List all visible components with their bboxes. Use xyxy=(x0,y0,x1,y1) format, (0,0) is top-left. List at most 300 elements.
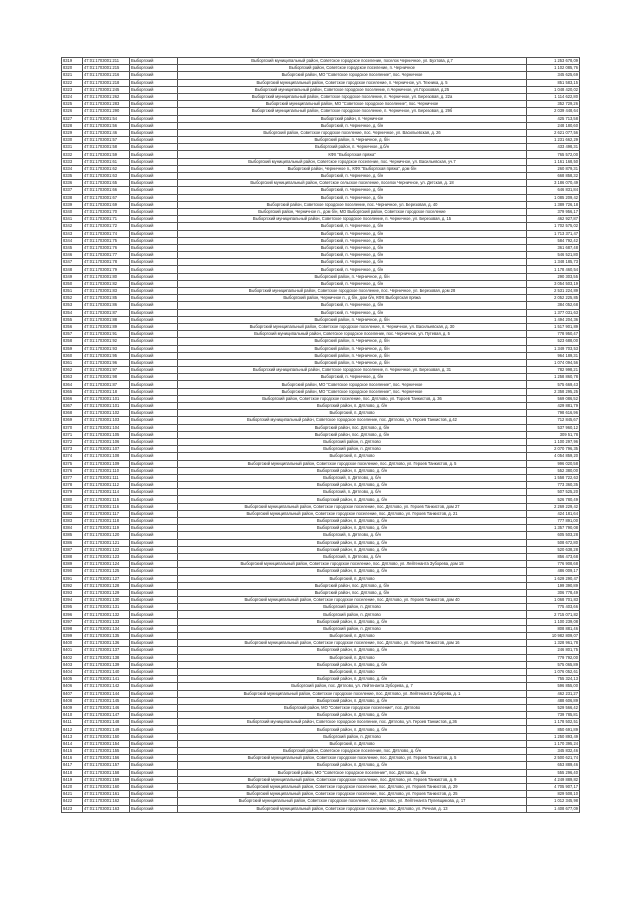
cadastral-number-cell: 47:01:1703001:95 xyxy=(83,352,130,359)
table-row xyxy=(62,690,580,697)
cadastral-value-cell: 605 503,28 xyxy=(527,532,580,539)
district-cell: Выборгский xyxy=(130,108,178,115)
row-number-cell: 8361 xyxy=(62,359,83,366)
address-cell: Выборгский муниципальный район, Советское городское поселение, пос. Дятлово, ул. Героев Танкистов, д. 5 xyxy=(178,755,527,762)
table-row xyxy=(62,798,580,805)
district-cell: Выборгский xyxy=(130,359,178,366)
table-row xyxy=(62,539,580,546)
table-row xyxy=(62,611,580,618)
district-cell: Выборгский xyxy=(130,503,178,510)
address-cell: Выборгский район, п. Дятлово xyxy=(178,438,527,445)
address-cell: Выборгский район, п. Черничное, д. б/н xyxy=(178,137,527,144)
address-cell: Выборгский муниципальный район, Советское городское поселение, пос. Дятлово, ул. Героев Танкистов, д. 5 xyxy=(178,460,527,467)
address-cell: Выборгский муниципальный район, Советское городское поселение, пос. Дятлово, ул. Героев Танкистов, д.36 xyxy=(178,719,527,726)
cadastral-value-cell: 429 881,79 xyxy=(527,403,580,410)
district-cell: Выборгский xyxy=(130,208,178,215)
row-number-cell: 8338 xyxy=(62,194,83,201)
district-cell: Выборгский xyxy=(130,640,178,647)
cadastral-number-cell: 47:01:1703001:69 xyxy=(83,201,130,208)
district-cell: Выборгский xyxy=(130,525,178,532)
cadastral-value-cell: 1 068 701,83 xyxy=(527,597,580,604)
address-cell: Выборгский район, п. Дятлово, д. б/н xyxy=(178,676,527,683)
district-cell: Выборгский xyxy=(130,266,178,273)
address-cell: Выборгский муниципальный район, Советское городское поселение, пос. Черничное, ул. Путевая, д. 5 xyxy=(178,331,527,338)
address-cell: Выборгский, п. Черничное, д. б/н xyxy=(178,187,527,194)
cadastral-value-cell: 507 525,20 xyxy=(527,489,580,496)
row-number-cell: 8414 xyxy=(62,740,83,747)
row-number-cell: 8371 xyxy=(62,431,83,438)
cadastral-number-cell: 47:01:1703001:160 xyxy=(83,783,130,790)
cadastral-value-cell: 1 250 893,49 xyxy=(527,733,580,740)
row-number-cell: 8354 xyxy=(62,309,83,316)
table-row xyxy=(62,223,580,230)
district-cell: Выборгский xyxy=(130,453,178,460)
district-cell: Выборгский xyxy=(130,474,178,481)
district-cell: Выборгский xyxy=(130,668,178,675)
address-cell: Выборгский район, пос. Дятлово, ул. Лейтенанта Зуборева, д. 7 xyxy=(178,683,527,690)
cadastral-number-cell: 47:01:1703001:91 xyxy=(83,331,130,338)
district-cell: Выборгский xyxy=(130,173,178,180)
cadastral-value-cell: 1 558 722,63 xyxy=(527,474,580,481)
row-number-cell: 8334 xyxy=(62,165,83,172)
district-cell: Выборгский xyxy=(130,381,178,388)
address-cell: Выборгский муниципальный район, Советское городское поселение, пос. Дятлово, ул. Героев Танкистов, дом 16 xyxy=(178,640,527,647)
address-cell: Выборгский район, п. Дятлово xyxy=(178,611,527,618)
cadastral-number-cell: 47:01:1703001:117 xyxy=(83,510,130,517)
cadastral-value-cell: 808 881,46 xyxy=(527,625,580,632)
cadastral-value-cell: 2 500 621,74 xyxy=(527,755,580,762)
table-row xyxy=(62,640,580,647)
cadastral-value-cell: 2 052 225,85 xyxy=(527,295,580,302)
row-number-cell: 8335 xyxy=(62,173,83,180)
row-number-cell: 8381 xyxy=(62,503,83,510)
table-row xyxy=(62,697,580,704)
address-cell: Выборгский район, п. Черничное, д. б/н xyxy=(178,316,527,323)
cadastral-number-cell: 47:01:1703001:245 xyxy=(83,86,130,93)
cadastral-value-cell: 2 039 448,64 xyxy=(527,108,580,115)
table-row xyxy=(62,805,580,812)
table-row xyxy=(62,165,580,172)
row-number-cell: 8395 xyxy=(62,604,83,611)
address-cell: Выборгский, п. Черничное, д. б/н xyxy=(178,223,527,230)
cadastral-value-cell: 433 498,31 xyxy=(527,144,580,151)
district-cell: Выборгский xyxy=(130,180,178,187)
cadastral-number-cell: 47:01:1703001:145 xyxy=(83,697,130,704)
cadastral-number-cell: 47:01:1703001:216 xyxy=(83,72,130,79)
row-number-cell: 8383 xyxy=(62,518,83,525)
district-cell: Выборгский xyxy=(130,482,178,489)
address-cell: Выборгский, п. Черничное, д. б/н xyxy=(178,266,527,273)
address-cell: Выборгский район, п. Дятлово, д. б/н xyxy=(178,618,527,625)
row-number-cell: 8367 xyxy=(62,403,83,410)
cadastral-number-cell: 47:01:1703001:101 xyxy=(83,403,130,410)
cadastral-value-cell: 779 792,00 xyxy=(527,654,580,661)
address-cell: Выборгский район, Советское городское поселение, п. Черничное xyxy=(178,65,527,72)
cadastral-value-cell: 1 348 185,73 xyxy=(527,259,580,266)
row-number-cell: 8389 xyxy=(62,561,83,568)
cadastral-number-cell: 47:01:1703001:92 xyxy=(83,338,130,345)
cadastral-value-cell: 384 052,68 xyxy=(527,302,580,309)
row-number-cell: 8324 xyxy=(62,93,83,100)
address-cell: Выборгский район, Черничное п., дом б/н, МО Выборгский район, Советское городское поселение xyxy=(178,208,527,215)
cadastral-number-cell: 47:01:1703001:97 xyxy=(83,367,130,374)
address-cell: Выборгский район, пос. Дятлово, д. б/н xyxy=(178,431,527,438)
district-cell: Выборгский xyxy=(130,295,178,302)
district-cell: Выборгский xyxy=(130,410,178,417)
table-row xyxy=(62,86,580,93)
cadastral-number-cell: 47:01:1703001:148 xyxy=(83,719,130,726)
cadastral-value-cell: 1 629 290,47 xyxy=(527,575,580,582)
cadastral-number-cell: 47:01:1703001:87 xyxy=(83,381,130,388)
row-number-cell: 8328 xyxy=(62,122,83,129)
cadastral-number-cell: 47:01:1703001:54 xyxy=(83,115,130,122)
row-number-cell: 8390 xyxy=(62,568,83,575)
table-row xyxy=(62,668,580,675)
cadastral-number-cell: 47:01:1703001:136 xyxy=(83,640,130,647)
cadastral-number-cell: 47:01:1703001:147 xyxy=(83,712,130,719)
table-row xyxy=(62,58,580,65)
address-cell: Выборгский район, п. Дятлово, д. б/н xyxy=(178,518,527,525)
address-cell: Выборгский район, п. Черничное xyxy=(178,115,527,122)
row-number-cell: 8402 xyxy=(62,654,83,661)
district-cell: Выборгский xyxy=(130,776,178,783)
cadastral-value-cell: 575 669,43 xyxy=(527,381,580,388)
table-row xyxy=(62,791,580,798)
address-cell: Выборгский район, Черничное п., КФХ "Выборгская пряжа", дом б/н xyxy=(178,165,527,172)
district-cell: Выборгский xyxy=(130,101,178,108)
cadastral-value-cell: 829 508,10 xyxy=(527,791,580,798)
district-cell: Выборгский xyxy=(130,589,178,596)
address-cell: Выборгский район, п. Дятлово xyxy=(178,446,527,453)
cadastral-number-cell: 47:01:1703001:137 xyxy=(83,647,130,654)
district-cell: Выборгский xyxy=(130,489,178,496)
district-cell: Выборгский xyxy=(130,280,178,287)
cadastral-number-cell: 47:01:1703001:159 xyxy=(83,776,130,783)
cadastral-number-cell: 47:01:1703001:58 xyxy=(83,144,130,151)
address-cell: Выборгский муниципальный район, Советское городское поселение, пос. Дятлово, ул. Лейтенанта Зуборева, дом 18 xyxy=(178,561,527,568)
table-row xyxy=(62,410,580,417)
cadastral-number-cell: 47:01:1703001:290 xyxy=(83,108,130,115)
table-row xyxy=(62,237,580,244)
table-row xyxy=(62,194,580,201)
address-cell: Выборгский район, п. Дятлово, д. б/н xyxy=(178,546,527,553)
district-cell: Выборгский xyxy=(130,532,178,539)
cadastral-value-cell: 1 076 052,61 xyxy=(527,668,580,675)
row-number-cell: 8343 xyxy=(62,230,83,237)
cadastral-value-cell: 1 328 961,78 xyxy=(527,640,580,647)
cadastral-number-cell: 47:01:1703001:57 xyxy=(83,137,130,144)
row-number-cell: 8353 xyxy=(62,302,83,309)
table-row xyxy=(62,180,580,187)
table-row xyxy=(62,561,580,568)
row-number-cell: 8331 xyxy=(62,144,83,151)
table-row xyxy=(62,273,580,280)
district-cell: Выборгский xyxy=(130,302,178,309)
table-row xyxy=(62,295,580,302)
address-cell: Выборгский район, п. Черничное, д. б/н xyxy=(178,352,527,359)
table-row xyxy=(62,474,580,481)
district-cell: Выборгский xyxy=(130,323,178,330)
cadastral-number-cell: 47:01:1703001:103 xyxy=(83,417,130,424)
table-row xyxy=(62,173,580,180)
row-number-cell: 8348 xyxy=(62,266,83,273)
table-row xyxy=(62,403,580,410)
row-number-cell: 8332 xyxy=(62,151,83,158)
cadastral-value-cell: 584 792,42 xyxy=(527,237,580,244)
district-cell: Выборгский xyxy=(130,431,178,438)
cadastral-number-cell: 47:01:1703001:125 xyxy=(83,568,130,575)
cadastral-value-cell: 1 713 371,47 xyxy=(527,230,580,237)
table-row xyxy=(62,575,580,582)
cadastral-number-cell: 47:01:1703001:122 xyxy=(83,546,130,553)
cadastral-value-cell: 596 855,00 xyxy=(527,683,580,690)
table-row xyxy=(62,661,580,668)
cadastral-value-cell: 309 51,78 xyxy=(527,431,580,438)
cadastral-number-cell: 47:01:1703001:87 xyxy=(83,309,130,316)
table-row xyxy=(62,525,580,532)
cadastral-value-cell: 778 950,47 xyxy=(527,331,580,338)
row-number-cell: 8319 xyxy=(62,58,83,65)
address-cell: Выборгский, п. Черничное, д. б/н xyxy=(178,230,527,237)
cadastral-number-cell: 47:01:1703001:83 xyxy=(83,288,130,295)
cadastral-value-cell: 537 960,12 xyxy=(527,424,580,431)
address-cell: Выборгский район, Советское городское поселение, пос. Дятлово, ул. Тороев Танкистов, д. 36 xyxy=(178,395,527,402)
district-cell: Выборгский xyxy=(130,467,178,474)
table-row xyxy=(62,769,580,776)
address-cell: Выборгский муниципальный район, Советское городское поселение, п. Черничное, ул. Березовая, д. 31 xyxy=(178,367,527,374)
address-cell: Выборгский район, МО "Советское городское поселение", пос. Дятлово, д. б/н xyxy=(178,769,527,776)
address-cell: Выборгский район, Советское городское поселение, пос. Черничное, ул. Березовая, д. 40 xyxy=(178,201,527,208)
district-cell: Выборгский xyxy=(130,424,178,431)
row-number-cell: 8418 xyxy=(62,769,83,776)
cadastral-number-cell: 47:01:1703001:116 xyxy=(83,503,130,510)
district-cell: Выборгский xyxy=(130,568,178,575)
row-number-cell: 8374 xyxy=(62,453,83,460)
district-cell: Выборгский xyxy=(130,561,178,568)
cadastral-value-cell: 529 566,42 xyxy=(527,704,580,711)
table-row xyxy=(62,359,580,366)
row-number-cell: 8346 xyxy=(62,252,83,259)
address-cell: Выборгский, п. Черничное, д. б/н xyxy=(178,280,527,287)
cadastral-value-cell: 1 408 677,09 xyxy=(527,805,580,812)
cadastral-number-cell: 47:01:1703001:104 xyxy=(83,424,130,431)
district-cell: Выборгский xyxy=(130,733,178,740)
cadastral-number-cell: 47:01:1703001:110 xyxy=(83,467,130,474)
cadastral-number-cell: 47:01:1703001:105 xyxy=(83,431,130,438)
district-cell: Выборгский xyxy=(130,704,178,711)
table-row xyxy=(62,338,580,345)
district-cell: Выборгский xyxy=(130,460,178,467)
cadastral-value-cell: 260 879,31 xyxy=(527,165,580,172)
cadastral-number-cell: 47:01:1703001:112 xyxy=(83,482,130,489)
address-cell: Выборгский муниципальный район, Советское городское поселение, пос. Дятлово, ул. Героев Танкистов, д. 9 xyxy=(178,776,527,783)
cadastral-value-cell: 1 357 790,08 xyxy=(527,525,580,532)
cadastral-number-cell: 47:01:1703001:65 xyxy=(83,180,130,187)
district-cell: Выборгский xyxy=(130,683,178,690)
row-number-cell: 8355 xyxy=(62,316,83,323)
address-cell: Выборгский район, МО "Советское городское поселение", пос. Черничное xyxy=(178,388,527,395)
table-row xyxy=(62,345,580,352)
row-number-cell: 8350 xyxy=(62,280,83,287)
cadastral-number-cell: 47:01:1703001:119 xyxy=(83,525,130,532)
table-row xyxy=(62,259,580,266)
address-cell: Выборгский, п. Черничное, д. б/н xyxy=(178,309,527,316)
row-number-cell: 8341 xyxy=(62,216,83,223)
cadastral-number-cell: 47:01:1703001:131 xyxy=(83,604,130,611)
address-cell: Выборгский муниципальный район, Советское городское поселение, п. Черничное, ул. Березовая, д. 29б xyxy=(178,108,527,115)
address-cell: Выборгский район, п. Дятлово, д. б/н xyxy=(178,568,527,575)
cadastral-value-cell: 2 358 295,25 xyxy=(527,388,580,395)
address-cell: Выборгский район, МО "Советское городское поселение", пос. Дятлово xyxy=(178,704,527,711)
cadastral-value-cell: 526 780,49 xyxy=(527,496,580,503)
cadastral-number-cell: 47:01:1703001:132 xyxy=(83,611,130,618)
cadastral-value-cell: 361 687,48 xyxy=(527,244,580,251)
cadastral-value-cell: 1 349 703,53 xyxy=(527,345,580,352)
cadastral-number-cell: 47:01:1703001:115 xyxy=(83,496,130,503)
district-cell: Выборгский xyxy=(130,438,178,445)
row-number-cell: 8372 xyxy=(62,438,83,445)
address-cell: Выборгский муниципальный район, Советское городское поселение, п. Черничное, ул. Березовая, д. 15 xyxy=(178,216,527,223)
cadastral-value-cell: 345 625,69 xyxy=(527,72,580,79)
table-row xyxy=(62,633,580,640)
table-row xyxy=(62,280,580,287)
table-row xyxy=(62,266,580,273)
address-cell: Выборгский муниципальный район, Советское городское поселение, пос. Дятлово, ул. Лейтенанта Пулевщикова, д. 17 xyxy=(178,798,527,805)
table-row xyxy=(62,783,580,790)
row-number-cell: 8420 xyxy=(62,783,83,790)
cadastral-number-cell: 47:01:1703001:114 xyxy=(83,489,130,496)
cadastral-number-cell: 47:01:1703001:124 xyxy=(83,561,130,568)
table-row xyxy=(62,719,580,726)
district-cell: Выборгский xyxy=(130,374,178,381)
address-cell: Выборгский, п. Дятлово xyxy=(178,453,527,460)
cadastral-value-cell: 646 831,84 xyxy=(527,187,580,194)
row-number-cell: 8378 xyxy=(62,482,83,489)
address-cell: Выборгский, п. Дятлово xyxy=(178,633,527,640)
table-row xyxy=(62,740,580,747)
row-number-cell: 8357 xyxy=(62,331,83,338)
table-row xyxy=(62,625,580,632)
row-number-cell: 8321 xyxy=(62,72,83,79)
district-cell: Выборгский xyxy=(130,647,178,654)
row-number-cell: 8409 xyxy=(62,704,83,711)
cadastral-number-cell: 47:01:1703001:70 xyxy=(83,208,130,215)
cadastral-value-cell: 4 249 889,82 xyxy=(527,776,580,783)
cadastral-value-cell: 798 616,96 xyxy=(527,410,580,417)
address-cell: Выборгский, п. Дятлово xyxy=(178,740,527,747)
cadastral-value-cell: 1 258 860,78 xyxy=(527,374,580,381)
address-cell: Выборгский район, п. Дятлово, д. б/н xyxy=(178,762,527,769)
cadastral-value-cell: 653 889,46 xyxy=(527,762,580,769)
cadastral-value-cell: 1 100 239,08 xyxy=(527,618,580,625)
address-cell: Выборгский, п. Дятлово xyxy=(178,654,527,661)
cadastral-number-cell: 47:01:1703001:283 xyxy=(83,101,130,108)
table-row xyxy=(62,101,580,108)
district-cell: Выборгский xyxy=(130,79,178,86)
cadastral-value-cell: 2 070 796,35 xyxy=(527,446,580,453)
district-cell: Выборгский xyxy=(130,345,178,352)
cadastral-value-cell: 1 012 345,98 xyxy=(527,798,580,805)
cadastral-value-cell: 1 253 678,09 xyxy=(527,58,580,65)
cadastral-value-cell: 755 324,13 xyxy=(527,676,580,683)
district-cell: Выборгский xyxy=(130,769,178,776)
row-number-cell: 8336 xyxy=(62,180,83,187)
address-cell: Выборгский район, п. Дятлово, д. б/н xyxy=(178,661,527,668)
address-cell: Выборгский муниципальный район, Советское городское поселение, пос. Черничное, ул. Березовая, дом 28 xyxy=(178,288,527,295)
row-number-cell: 8408 xyxy=(62,697,83,704)
cadastral-number-cell: 47:01:1703001:102 xyxy=(83,410,130,417)
cadastral-value-cell: 1 178 502,51 xyxy=(527,719,580,726)
row-number-cell: 8386 xyxy=(62,539,83,546)
district-cell: Выборгский xyxy=(130,367,178,374)
table-row xyxy=(62,367,580,374)
row-number-cell: 8380 xyxy=(62,496,83,503)
row-number-cell: 8326 xyxy=(62,108,83,115)
table-row xyxy=(62,352,580,359)
row-number-cell: 8342 xyxy=(62,223,83,230)
cadastral-number-cell: 47:01:1703001:154 xyxy=(83,740,130,747)
row-number-cell: 8377 xyxy=(62,474,83,481)
row-number-cell: 8340 xyxy=(62,208,83,215)
cadastral-value-cell: 1 074 094,56 xyxy=(527,359,580,366)
cadastral-value-cell: 555 296,40 xyxy=(527,769,580,776)
district-cell: Выборгский xyxy=(130,403,178,410)
district-cell: Выборгский xyxy=(130,395,178,402)
row-number-cell: 8325 xyxy=(62,101,83,108)
cadastral-number-cell: 47:01:1703001:211 xyxy=(83,58,130,65)
cadastral-number-cell: 47:01:1703001:218 xyxy=(83,79,130,86)
district-cell: Выборгский xyxy=(130,72,178,79)
cadastral-value-cell: 1 170 395,24 xyxy=(527,740,580,747)
district-cell: Выборгский xyxy=(130,388,178,395)
address-cell: Выборгский муниципальный район, Советское городское поселение, пос. Дятлово, ул. Героев Танкистов, д. 29 xyxy=(178,783,527,790)
district-cell: Выборгский xyxy=(130,151,178,158)
cadastral-value-cell: 520 638,28 xyxy=(527,546,580,553)
district-cell: Выборгский xyxy=(130,338,178,345)
table-row xyxy=(62,762,580,769)
table-row xyxy=(62,187,580,194)
address-cell: Выборгский, п. Дятлово, д. б/н xyxy=(178,553,527,560)
address-cell: Выборгский район, пос. Дятлово, д. б/н xyxy=(178,424,527,431)
table-row xyxy=(62,568,580,575)
district-cell: Выборгский xyxy=(130,726,178,733)
row-number-cell: 8369 xyxy=(62,417,83,424)
cadastral-number-cell: 47:01:1703001:150 xyxy=(83,733,130,740)
address-cell: Выборгский муниципальный район, Советское городское поселение, пос. Черничное, ул. Васильевская, уч.7 xyxy=(178,158,527,165)
cadastral-number-cell: 47:01:1703001:158 xyxy=(83,769,130,776)
district-cell: Выборгский xyxy=(130,597,178,604)
cadastral-number-cell: 47:01:1703001:76 xyxy=(83,244,130,251)
district-cell: Выборгский xyxy=(130,791,178,798)
address-cell: Выборгский район, п. Дятлово, д. б/н xyxy=(178,726,527,733)
row-number-cell: 8330 xyxy=(62,137,83,144)
cadastral-value-cell: 1 100 297,96 xyxy=(527,438,580,445)
table-row xyxy=(62,438,580,445)
cadastral-value-cell: 462 927,87 xyxy=(527,216,580,223)
table-row xyxy=(62,733,580,740)
district-cell: Выборгский xyxy=(130,165,178,172)
table-row xyxy=(62,72,580,79)
district-cell: Выборгский xyxy=(130,259,178,266)
cadastral-number-cell: 47:01:1703001:138 xyxy=(83,654,130,661)
cadastral-value-cell: 2 531 224,89 xyxy=(527,288,580,295)
table-row xyxy=(62,151,580,158)
address-cell: Выборгский район, МО "Советское городское поселение", пос. Черничное xyxy=(178,381,527,388)
cadastral-number-cell: 47:01:1703001:128 xyxy=(83,582,130,589)
district-cell: Выборгский xyxy=(130,546,178,553)
row-number-cell: 8339 xyxy=(62,201,83,208)
cadastral-value-cell: 569 086,52 xyxy=(527,395,580,402)
